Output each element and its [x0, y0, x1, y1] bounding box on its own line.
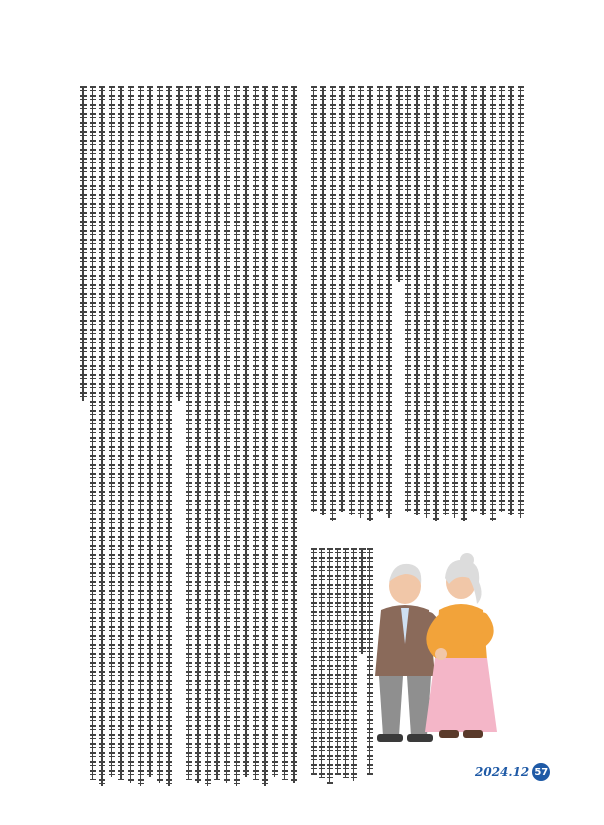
text-line	[166, 86, 172, 786]
text-line	[471, 86, 477, 512]
text-line	[335, 548, 341, 775]
text-line	[253, 86, 259, 780]
text-line	[319, 548, 325, 778]
issue-date: 2024.12	[475, 765, 530, 779]
section-heading-line	[176, 86, 183, 401]
section-heading-line	[396, 86, 403, 282]
text-line	[452, 86, 458, 518]
text-line	[339, 86, 345, 512]
text-line	[195, 86, 201, 783]
text-line	[480, 86, 486, 515]
text-line	[320, 86, 326, 515]
text-line	[262, 86, 268, 786]
text-line	[405, 86, 411, 512]
elderly-couple-illustration	[353, 548, 513, 748]
text-line	[367, 86, 373, 521]
text-line	[424, 86, 430, 518]
text-line	[508, 86, 514, 515]
text-line	[443, 86, 449, 515]
text-column-right	[311, 86, 528, 521]
text-line	[99, 86, 105, 786]
text-line	[518, 86, 524, 518]
woman-figure	[425, 553, 497, 738]
text-line	[224, 86, 230, 783]
text-line	[461, 86, 467, 521]
text-line	[243, 86, 249, 777]
text-line	[386, 86, 392, 518]
text-line	[186, 86, 192, 780]
text-line	[343, 548, 349, 778]
text-column-left	[80, 86, 302, 786]
text-line	[234, 86, 240, 786]
text-line	[272, 86, 278, 777]
text-line	[157, 86, 163, 783]
text-line	[147, 86, 153, 777]
text-line	[377, 86, 383, 512]
section-heading-line	[80, 86, 87, 401]
page-number-badge: 57	[532, 763, 550, 781]
text-line	[109, 86, 115, 777]
page-footer	[475, 763, 550, 781]
text-line	[349, 86, 355, 515]
text-line	[311, 548, 317, 775]
text-line	[490, 86, 496, 521]
text-line	[205, 86, 211, 786]
text-line	[90, 86, 96, 780]
text-line	[358, 86, 364, 518]
text-line	[433, 86, 439, 521]
text-line	[118, 86, 124, 780]
text-line	[214, 86, 220, 780]
text-line	[311, 86, 317, 512]
text-line	[138, 86, 144, 786]
text-line	[414, 86, 420, 515]
text-line	[128, 86, 134, 783]
text-line	[291, 86, 297, 783]
text-line	[327, 548, 333, 784]
text-line	[282, 86, 288, 780]
text-line	[499, 86, 505, 512]
text-line	[330, 86, 336, 521]
